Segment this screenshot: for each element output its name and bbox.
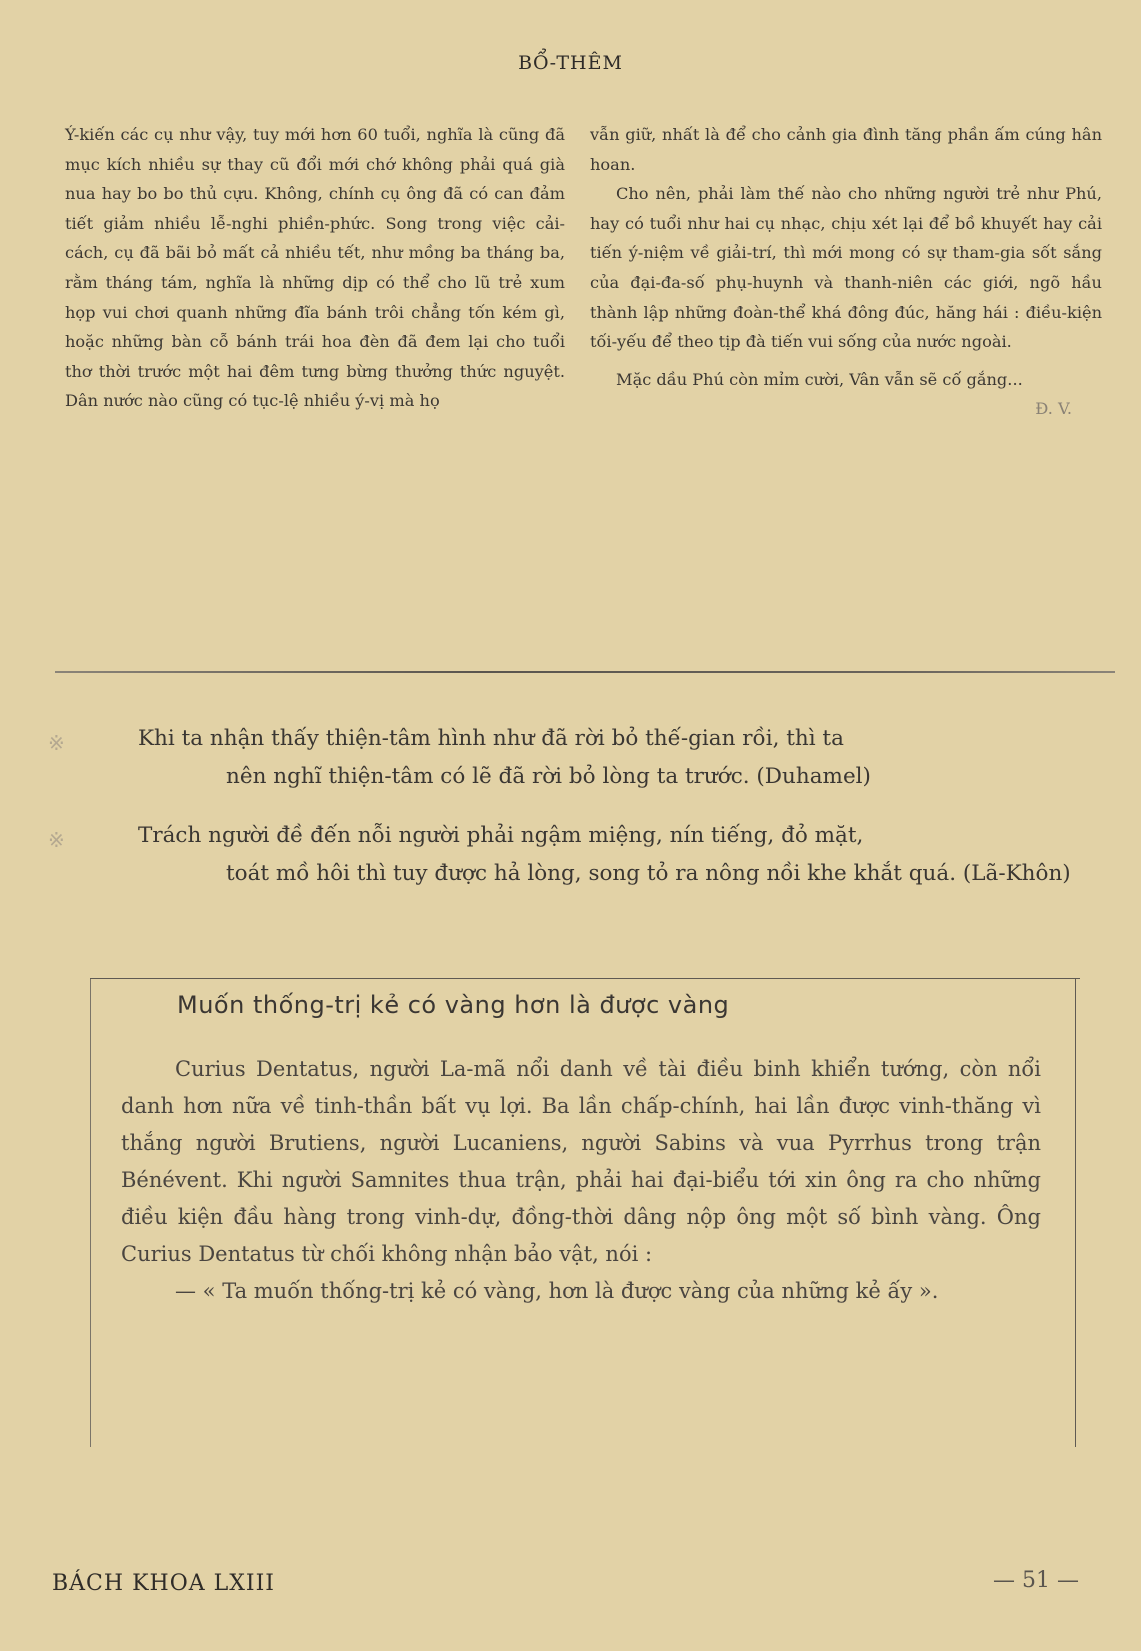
anecdote-box [90, 978, 1080, 1449]
article-paragraph: Ý-kiến các cụ như vậy, tuy mới hơn 60 tuổi, nghĩa là cũng đã mục kích nhiều sự thay cũ đổi mới chớ không phải quá già nua hay bo bo thủ cựu. Không, chính cụ ông đã có can đảm tiết giảm nhiều lễ-nghi phiền-phức. Song trong việc cải-cách, cụ đã bãi bỏ mất cả nhiều tết, như mồng ba tháng ba, rằm tháng tám, nghĩa là những dịp có thể cho lũ trẻ xum họp vui chơi quanh những đĩa bánh trôi chẳng tốn kém gì, hoặc những bàn cỗ bánh trái hoa đèn đã đem lại cho tuổi thơ thời trước một hai đêm tưng bừng thưởng thức nguyệt. Dân nước nào cũng có tục-lệ nhiều ý-vị mà họ [65, 125, 565, 411]
quote-line: Trách người đề đến nỗi người phải ngậm miệng, nín tiếng, đỏ mặt, [138, 823, 864, 848]
quote-line: nên nghĩ thiện-tâm có lẽ đã rời bỏ lòng ta trước. (Duhamel) [226, 764, 871, 789]
magazine-footer: BÁCH KHOA LXIII [52, 1571, 275, 1596]
quote-block [48, 720, 1108, 796]
asterism-icon: ※ [48, 828, 65, 852]
quote-line: Khi ta nhận thấy thiện-tâm hình như đã rời bỏ thế-gian rồi, thì ta [138, 726, 844, 751]
quote-block [48, 817, 1108, 893]
anecdote-paragraph: Curius Dentatus, người La-mã nổi danh về tài điều binh khiển tướng, còn nổi danh hơn nữa về tinh-thần bất vụ lợi. Ba lần chấp-chính, hai lần được vinh-thăng vì thắng người Brutiens, người Lucaniens, người Sabins và vua Pyrrhus trong trận Bénévent. Khi người Samnites thua trận, phải hai đại-biểu tới xin ông ra cho những điều kiện đầu hàng trong vinh-dự, đồng-thời dâng nộp ông một số bình vàng. Ông Curius Dentatus từ chối không nhận bảo vật, nói : [121, 1057, 1041, 1266]
page-number: — 51 — [993, 1568, 1079, 1593]
anecdote-paragraph: — « Ta muốn thống-trị kẻ có vàng, hơn là được vàng của những kẻ ấy ». [175, 1279, 939, 1303]
anecdote-frame [90, 979, 1076, 1447]
asterism-icon: ※ [48, 731, 65, 755]
section-divider [55, 671, 1115, 673]
quote-line: toát mồ hôi thì tuy được hả lòng, song tỏ ra nông nồi khe khắt quá. (Lã-Khôn) [226, 861, 1071, 886]
anecdote-title: Muốn thống-trị kẻ có vàng hơn là được vàng [177, 991, 730, 1019]
running-header: BỔ-THÊM [518, 52, 623, 74]
article-left-column [65, 120, 565, 416]
article-right-column [590, 120, 1102, 424]
anecdote-body [121, 1051, 1041, 1310]
article-paragraph: Mặc dầu Phú còn mỉm cười, Vân vẫn sẽ cố gắng... [616, 369, 1023, 389]
article-paragraph: Cho nên, phải làm thế nào cho những người trẻ như Phú, hay có tuổi như hai cụ nhạc, chịu xét lại để bồ khuyết hay cải tiến ý-niệm về giải-trí, thì mới mong có sự tham-gia sốt sắng của đại-đa-số phụ-huynh và thanh-niên các giới, ngõ hầu thành lập những đoàn-thể khá đông đúc, hăng hái : điều-kiện tối-yếu để theo tịp đà tiến vui sống của nước ngoài. [590, 184, 1102, 352]
article-paragraph: vẫn giữ, nhất là để cho cảnh gia đình tăng phần ấm cúng hân hoan. [590, 125, 1102, 174]
author-signature: Đ. V. [1035, 399, 1072, 419]
